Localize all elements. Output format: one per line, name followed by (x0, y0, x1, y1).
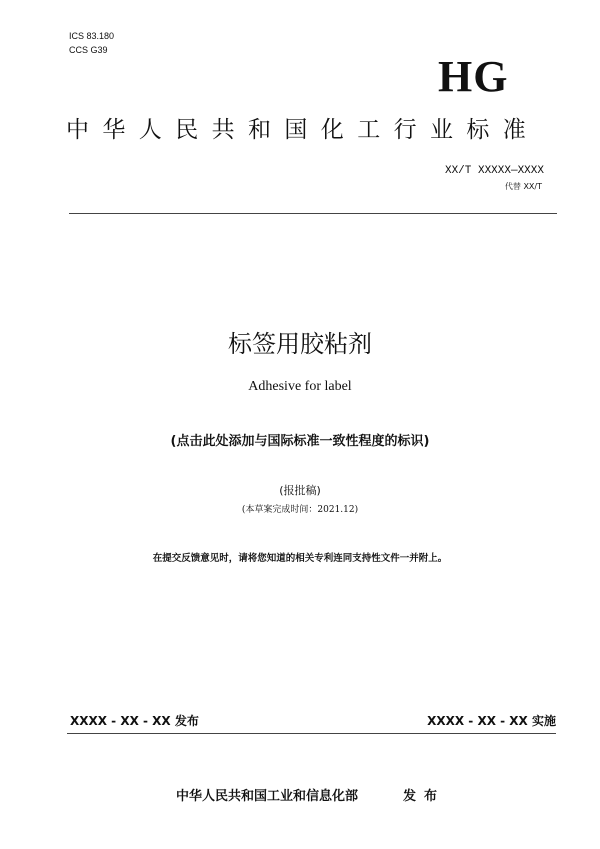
ics-code: ICS 83.180 (69, 31, 115, 41)
replaces-note: 代替 XX/T (504, 182, 542, 191)
ccs-code: CCS G39 (69, 45, 108, 55)
consistency-note[interactable]: (点击此处添加与国际标准一致性程度的标识) (170, 434, 430, 449)
document-title-chinese: 标签用胶粘剂 (228, 330, 372, 358)
issuing-authority: 中华人民共和国工业和信息化部 (176, 789, 359, 804)
standard-number: XX/T XXXXX—XXXX (444, 165, 544, 177)
patent-notice: 在提交反馈意见时，请将您知道的相关专利连同支持性文件一并附上。 (152, 553, 448, 564)
header-divider (69, 213, 557, 214)
standard-type-heading: 中华人民共和国化工行业标准 (66, 117, 540, 143)
issue-label: 发布 (403, 789, 446, 804)
publish-date: XXXX - XX - XX 发布 (70, 714, 199, 728)
footer-divider (67, 733, 556, 734)
hg-logo: HG (438, 52, 509, 101)
completion-time: (本草案完成时间：2021.12) (241, 505, 359, 515)
implement-date: XXXX - XX - XX 实施 (427, 714, 556, 728)
document-title-english: Adhesive for label (248, 379, 352, 394)
draft-stage: (报批稿) (279, 484, 321, 497)
